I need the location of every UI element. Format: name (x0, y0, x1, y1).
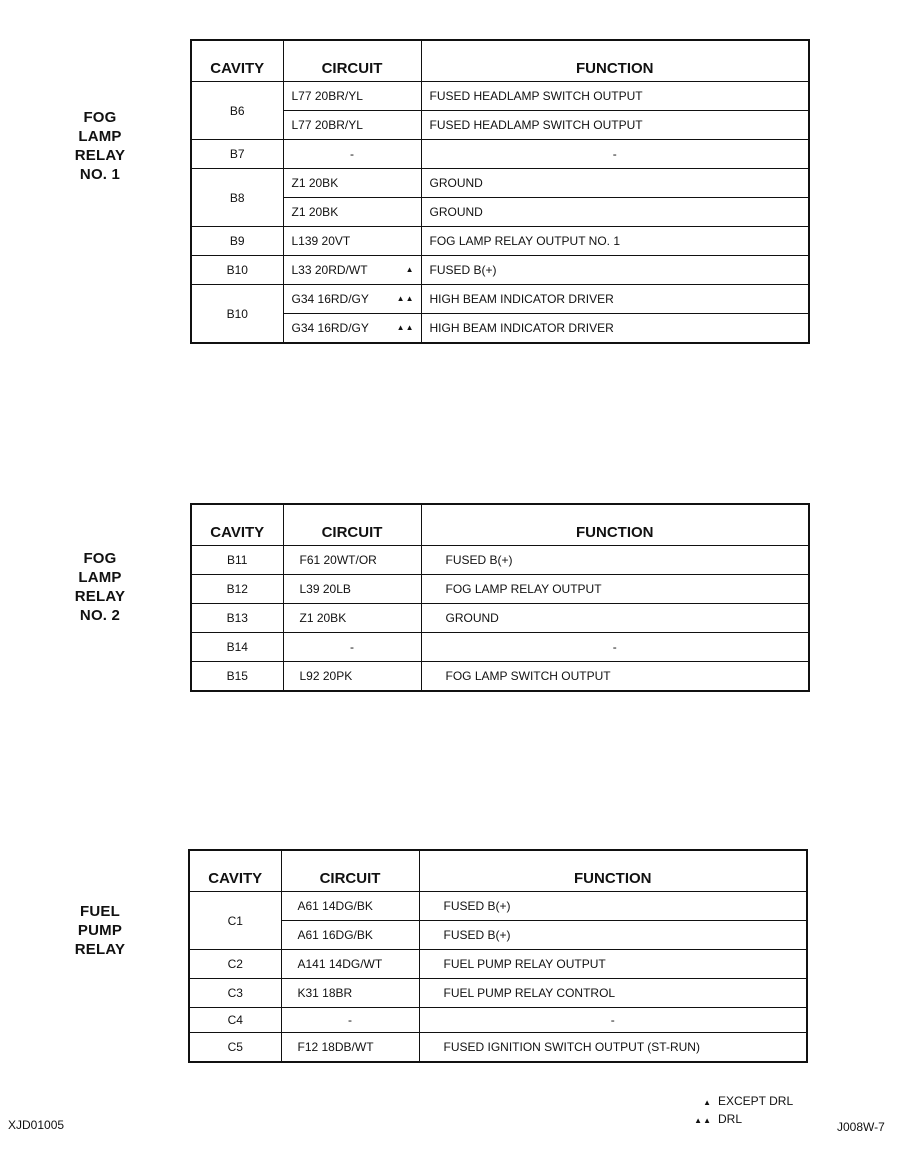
circuit-cell: F61 20WT/OR (283, 546, 421, 575)
function-cell: HIGH BEAM INDICATOR DRIVER (421, 285, 809, 314)
circuit-cell: - (281, 1008, 419, 1033)
table-row (189, 1008, 807, 1033)
function-cell: - (421, 140, 809, 169)
cavity-cell: B7 (191, 140, 283, 169)
table-header-row (189, 850, 807, 892)
legend-except-drl (690, 1094, 793, 1108)
function-cell: FUSED B(+) (421, 546, 809, 575)
label-line: FUEL (80, 903, 120, 920)
circuit-cell: Z1 20BK (283, 604, 421, 633)
label-line: FOG (83, 550, 117, 567)
table-row (189, 1033, 807, 1063)
except-drl-triangle-icon: ▲ (405, 265, 415, 275)
section-label-fog-lamp-relay-1 (50, 108, 150, 184)
cavity-cell: B13 (191, 604, 283, 633)
table-fog-lamp-relay-1 (190, 39, 810, 344)
circuit-cell: A61 14DG/BK (281, 892, 419, 921)
document-code-left: XJD01005 (8, 1118, 65, 1132)
legend-drl (690, 1112, 742, 1126)
cavity-cell: B15 (191, 662, 283, 692)
table-row (191, 111, 809, 140)
label-line: RELAY (74, 941, 126, 958)
circuit-cell: A141 14DG/WT (281, 950, 419, 979)
cavity-cell: B8 (191, 169, 283, 227)
label-line: FOG (83, 109, 117, 126)
double-triangle-icon: ▲▲ (694, 1116, 712, 1125)
function-cell: - (419, 1008, 807, 1033)
label-line: NO. 2 (79, 607, 121, 624)
circuit-cell (283, 285, 421, 314)
circuit-text: L139 20VT (291, 234, 351, 248)
label-line: NO. 1 (79, 166, 121, 183)
function-cell: FUEL PUMP RELAY CONTROL (419, 979, 807, 1008)
function-cell: FUSED B(+) (419, 892, 807, 921)
circuit-cell: A61 16DG/BK (281, 921, 419, 950)
table-row (191, 140, 809, 169)
legend-text: EXCEPT DRL (718, 1094, 794, 1108)
table-fog-lamp-relay-2 (190, 503, 810, 692)
cavity-cell: B12 (191, 575, 283, 604)
cavity-cell: C5 (189, 1033, 281, 1063)
function-cell: GROUND (421, 198, 809, 227)
table-row (191, 546, 809, 575)
table-row (191, 314, 809, 344)
table-row (191, 256, 809, 285)
document-code-right: J008W-7 (837, 1120, 885, 1134)
function-cell: FUSED IGNITION SWITCH OUTPUT (ST-RUN) (419, 1033, 807, 1063)
header-cavity: CAVITY (191, 40, 283, 82)
table-row (191, 82, 809, 111)
circuit-cell: F12 18DB/WT (281, 1033, 419, 1063)
circuit-text: Z1 20BK (291, 176, 339, 190)
section-label-fog-lamp-relay-2 (50, 549, 150, 625)
table-row (191, 285, 809, 314)
cavity-cell: B10 (191, 256, 283, 285)
circuit-text: Z1 20BK (291, 205, 339, 219)
cavity-cell: C2 (189, 950, 281, 979)
header-function: FUNCTION (421, 40, 809, 82)
table-row (189, 892, 807, 921)
circuit-cell: - (283, 633, 421, 662)
cavity-cell: C3 (189, 979, 281, 1008)
table-row (191, 169, 809, 198)
table-header-row (191, 504, 809, 546)
cavity-cell: B14 (191, 633, 283, 662)
function-cell: FUSED B(+) (421, 256, 809, 285)
label-line: LAMP (78, 569, 122, 586)
header-function: FUNCTION (419, 850, 807, 892)
function-cell: FUSED HEADLAMP SWITCH OUTPUT (421, 111, 809, 140)
table-row (191, 633, 809, 662)
cavity-cell: B9 (191, 227, 283, 256)
table-row (191, 604, 809, 633)
label-line: RELAY (74, 588, 126, 605)
section-label-fuel-pump-relay (50, 902, 150, 959)
header-circuit: CIRCUIT (281, 850, 419, 892)
header-cavity: CAVITY (189, 850, 281, 892)
cavity-cell: B10 (191, 285, 283, 344)
cavity-cell: C1 (189, 892, 281, 950)
label-line: LAMP (78, 128, 122, 145)
circuit-cell (283, 111, 421, 140)
header-circuit: CIRCUIT (283, 504, 421, 546)
header-cavity: CAVITY (191, 504, 283, 546)
label-line: RELAY (74, 147, 126, 164)
table-row (191, 227, 809, 256)
header-function: FUNCTION (421, 504, 809, 546)
circuit-cell: L92 20PK (283, 662, 421, 692)
function-cell: FUSED B(+) (419, 921, 807, 950)
header-circuit: CIRCUIT (283, 40, 421, 82)
function-cell: FOG LAMP RELAY OUTPUT (421, 575, 809, 604)
circuit-cell: L39 20LB (283, 575, 421, 604)
circuit-text: L77 20BR/YL (291, 118, 363, 132)
circuit-cell: K31 18BR (281, 979, 419, 1008)
table-row (191, 662, 809, 692)
table-row (191, 198, 809, 227)
circuit-text: G34 16RD/GY (291, 292, 369, 306)
drl-double-triangle-icon: ▲▲ (396, 294, 415, 304)
circuit-text: L77 20BR/YL (291, 89, 363, 103)
table-header-row (191, 40, 809, 82)
cavity-cell: B11 (191, 546, 283, 575)
function-cell: GROUND (421, 604, 809, 633)
table-fuel-pump-relay (188, 849, 808, 1063)
circuit-text: G34 16RD/GY (291, 321, 369, 335)
function-cell: - (421, 633, 809, 662)
function-cell: FUEL PUMP RELAY OUTPUT (419, 950, 807, 979)
drl-double-triangle-icon: ▲▲ (396, 323, 415, 333)
function-cell: FUSED HEADLAMP SWITCH OUTPUT (421, 82, 809, 111)
function-cell: FOG LAMP RELAY OUTPUT NO. 1 (421, 227, 809, 256)
table-row (191, 575, 809, 604)
circuit-cell: - (283, 140, 421, 169)
cavity-cell: B6 (191, 82, 283, 140)
table-row (189, 921, 807, 950)
cavity-cell: C4 (189, 1008, 281, 1033)
circuit-text: L33 20RD/WT (291, 263, 368, 277)
function-cell: FOG LAMP SWITCH OUTPUT (421, 662, 809, 692)
single-triangle-icon: ▲ (703, 1098, 712, 1107)
legend-text: DRL (718, 1112, 743, 1126)
circuit-cell (283, 314, 421, 344)
label-line: PUMP (77, 922, 123, 939)
circuit-cell (283, 227, 421, 256)
function-cell: HIGH BEAM INDICATOR DRIVER (421, 314, 809, 344)
table-row (189, 950, 807, 979)
table-row (189, 979, 807, 1008)
circuit-cell (283, 256, 421, 285)
function-cell: GROUND (421, 169, 809, 198)
circuit-cell (283, 82, 421, 111)
circuit-cell (283, 198, 421, 227)
circuit-cell (283, 169, 421, 198)
